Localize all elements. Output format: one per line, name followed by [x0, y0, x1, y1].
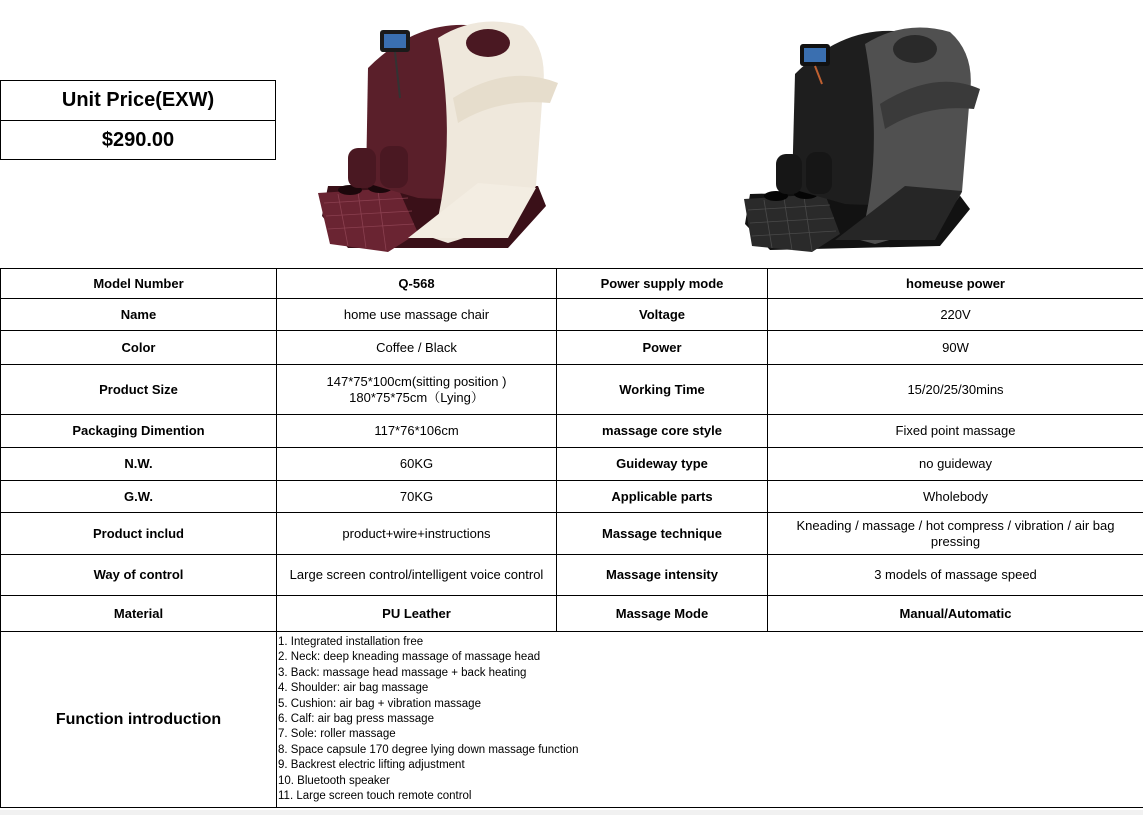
- spec-key: Packaging Dimention: [1, 415, 277, 448]
- spec-value: Q-568: [277, 269, 557, 299]
- spec-value: 3 models of massage speed: [768, 555, 1143, 596]
- list-item: 11. Large screen touch remote control: [278, 790, 472, 803]
- spec-value: Fixed point massage: [768, 415, 1143, 448]
- spec-key: Color: [1, 331, 277, 365]
- spec-key: Massage technique: [557, 513, 768, 555]
- list-item: 4. Shoulder: air bag massage: [278, 682, 429, 695]
- spec-value: 117*76*106cm: [277, 415, 557, 448]
- unit-price-label: Unit Price(EXW): [61, 89, 215, 111]
- function-introduction-label: Function introduction: [1, 632, 277, 808]
- table-row: [1, 365, 1143, 415]
- table-row: [1, 596, 1143, 632]
- spec-key: Product includ: [1, 513, 277, 555]
- function-list: [277, 632, 1143, 808]
- spec-value: no guideway: [768, 448, 1143, 481]
- list-item: 5. Cushion: air bag + vibration massage: [278, 697, 481, 710]
- table-row: [1, 331, 1143, 365]
- bottom-strip: [0, 810, 1143, 815]
- spec-value: PU Leather: [277, 596, 557, 632]
- massage-chair-black-image: [740, 14, 980, 258]
- spec-value: Kneading / massage / hot compress / vibration / air bag pressing: [768, 513, 1143, 555]
- table-row: [1, 415, 1143, 448]
- list-item: 10. Bluetooth speaker: [278, 774, 390, 787]
- list-item: 9. Backrest electric lifting adjustment: [278, 759, 465, 772]
- spec-table: [0, 268, 1143, 808]
- spec-key: Product Size: [1, 365, 277, 415]
- spec-key: Voltage: [557, 299, 768, 331]
- table-row: [1, 481, 1143, 513]
- spec-key: Power: [557, 331, 768, 365]
- spec-key: N.W.: [1, 448, 277, 481]
- spec-value: 15/20/25/30mins: [768, 365, 1143, 415]
- spec-key: Guideway type: [557, 448, 768, 481]
- spec-key: G.W.: [1, 481, 277, 513]
- list-item: 3. Back: massage head massage + back heating: [278, 666, 527, 679]
- spec-key: Way of control: [1, 555, 277, 596]
- list-item: 2. Neck: deep kneading massage of massage head: [278, 651, 541, 664]
- spec-value: Large screen control/intelligent voice control: [277, 555, 557, 596]
- product-size-sitting: 147*75*100cm(sitting position ): [326, 373, 507, 389]
- spec-key: Massage Mode: [557, 596, 768, 632]
- spec-value: Coffee / Black: [277, 331, 557, 365]
- spec-key: Power supply mode: [557, 269, 768, 299]
- unit-price-box: [0, 80, 276, 160]
- list-item: 7. Sole: roller massage: [278, 728, 396, 741]
- table-row: [1, 269, 1143, 299]
- table-row: [1, 299, 1143, 331]
- spec-key: Material: [1, 596, 277, 632]
- spec-key: Model Number: [1, 269, 277, 299]
- spec-key: Working Time: [557, 365, 768, 415]
- table-row: [1, 555, 1143, 596]
- spec-value: 220V: [768, 299, 1143, 331]
- spec-value: Wholebody: [768, 481, 1143, 513]
- spec-value: 60KG: [277, 448, 557, 481]
- spec-value: [277, 365, 557, 415]
- spec-key: massage core style: [557, 415, 768, 448]
- unit-price-value: $290.00: [1, 120, 275, 160]
- table-row: [1, 632, 1143, 808]
- spec-value: homeuse power: [768, 269, 1143, 299]
- spec-key: Applicable parts: [557, 481, 768, 513]
- product-size-lying: 180*75*75cm（Lying）: [349, 389, 484, 405]
- spec-value: home use massage chair: [277, 299, 557, 331]
- spec-value: 90W: [768, 331, 1143, 365]
- list-item: 1. Integrated installation free: [278, 636, 424, 648]
- massage-chair-coffee-image: [308, 8, 563, 262]
- table-row: [1, 513, 1143, 555]
- list-item: 6. Calf: air bag press massage: [278, 713, 434, 726]
- spec-key: Name: [1, 299, 277, 331]
- spec-value: 70KG: [277, 481, 557, 513]
- spec-value: product+wire+instructions: [277, 513, 557, 555]
- spec-value: Manual/Automatic: [768, 596, 1143, 632]
- list-item: 8. Space capsule 170 degree lying down massage function: [278, 743, 579, 756]
- spec-key: Massage intensity: [557, 555, 768, 596]
- table-row: [1, 448, 1143, 481]
